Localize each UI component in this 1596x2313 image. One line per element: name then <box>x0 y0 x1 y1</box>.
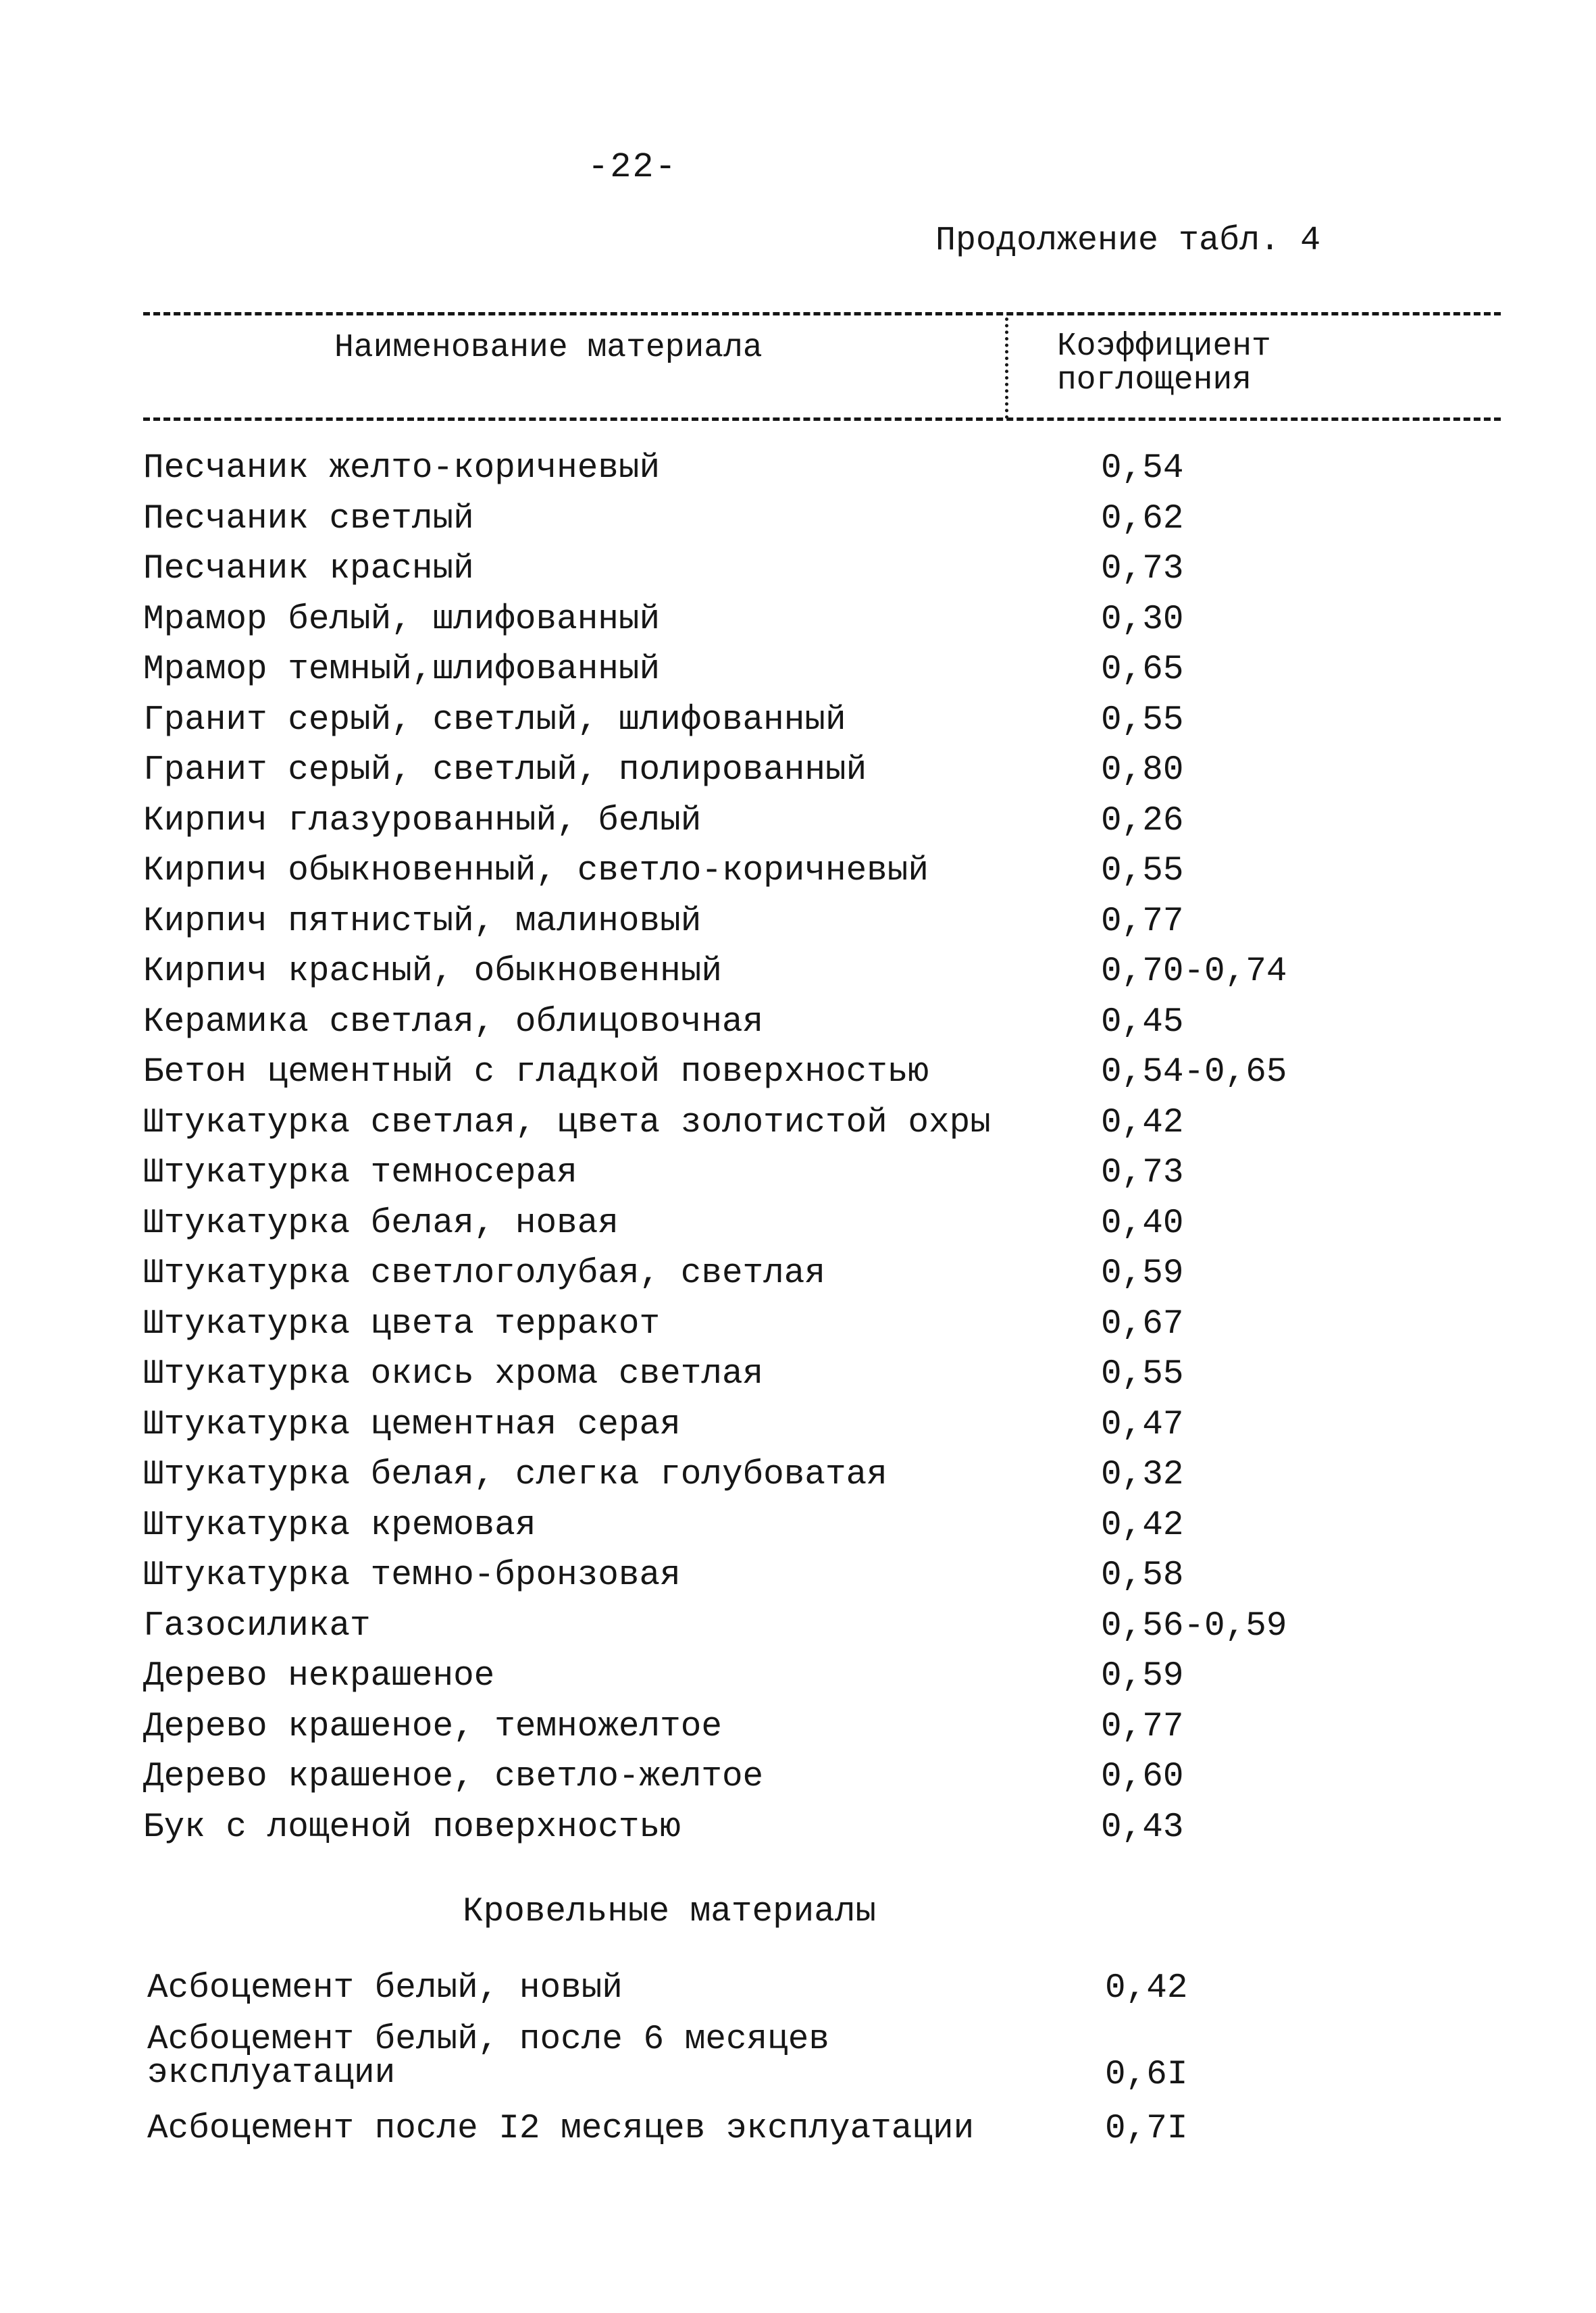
absorption-coefficient: 0,32 <box>1101 1456 1184 1494</box>
absorption-coefficient: 0,73 <box>1101 1154 1184 1192</box>
table-row <box>143 998 1460 1048</box>
table-row <box>143 947 1460 998</box>
material-name: Кирпич пятнистый, малиновый <box>143 902 702 941</box>
absorption-coefficient: 0,60 <box>1101 1758 1184 1796</box>
material-name: Песчаник светлый <box>143 499 474 538</box>
roofing-material-name <box>147 2103 974 2156</box>
table-row <box>143 444 1460 494</box>
table-row <box>143 897 1460 948</box>
table-continuation-label: Продолжение табл. 4 <box>935 222 1321 260</box>
material-name: Кирпич глазурованный, белый <box>143 801 702 840</box>
roofing-material-name <box>147 2020 829 2093</box>
absorption-coefficient: 0,70-0,74 <box>1101 952 1287 991</box>
roofing-material-name-line1: Асбоцемент после I2 месяцев эксплуатации <box>147 2110 975 2148</box>
material-name: Дерево крашеное, светло-желтое <box>143 1758 764 1796</box>
absorption-coefficient: 0,54 <box>1101 449 1184 488</box>
material-name: Штукатурка светлоголубая, светлая <box>143 1254 825 1293</box>
table-row <box>143 1400 1460 1451</box>
absorption-coefficient: 0,30 <box>1101 600 1184 639</box>
absorption-coefficient: 0,43 <box>1101 1808 1184 1847</box>
material-name: Песчаник красный <box>143 550 474 588</box>
absorption-coefficient: 0,55 <box>1101 1355 1184 1394</box>
roofing-section-title: Кровельные материалы <box>463 1893 877 1931</box>
table-row <box>143 1350 1460 1400</box>
table-row <box>143 1249 1460 1300</box>
table-row <box>143 1602 1460 1652</box>
table-row <box>143 846 1460 897</box>
material-name: Штукатурка темно-бронзовая <box>143 1556 681 1595</box>
absorption-coefficient: 0,55 <box>1101 701 1184 740</box>
header-name-column: Наименование материала <box>334 330 763 366</box>
table-row <box>143 1702 1460 1753</box>
absorption-coefficient: 0,56-0,59 <box>1101 1606 1287 1646</box>
absorption-coefficient: 0,42 <box>1101 1506 1184 1545</box>
material-name: Керамика светлая, облицовочная <box>143 1002 764 1042</box>
material-name: Кирпич обыкновенный, светло-коричневый <box>143 852 929 890</box>
table-row <box>143 645 1460 696</box>
header-bottom-rule <box>143 417 1501 421</box>
roofing-material-name <box>147 1962 623 2015</box>
material-name: Гранит серый, светлый, шлифованный <box>143 701 846 740</box>
table-row <box>143 746 1460 796</box>
material-name: Дерево некрашеное <box>143 1657 495 1696</box>
table-row <box>143 796 1460 847</box>
table-row <box>147 2103 1464 2156</box>
material-name: Штукатурка темносерая <box>143 1154 577 1192</box>
material-name: Штукатурка белая, слегка голубоватая <box>143 1456 887 1494</box>
material-name: Газосиликат <box>143 1606 371 1646</box>
table-row <box>143 494 1460 545</box>
header-coefficient-column <box>1057 330 1271 397</box>
table-row <box>143 1199 1460 1250</box>
roofing-table <box>147 1962 1464 2156</box>
material-name: Штукатурка светлая, цвета золотистой охры <box>143 1103 991 1142</box>
absorption-coefficient: 0,58 <box>1101 1556 1184 1595</box>
absorption-coefficient: 0,40 <box>1101 1204 1184 1243</box>
material-name: Штукатурка кремовая <box>143 1506 536 1545</box>
table-row <box>143 1098 1460 1149</box>
table-row <box>143 544 1460 595</box>
table-row <box>143 1501 1460 1552</box>
absorption-coefficient: 0,42 <box>1101 1103 1184 1142</box>
table-row <box>143 1450 1460 1501</box>
header-coefficient-line2: поглощения <box>1057 362 1252 399</box>
table-row <box>143 1752 1460 1803</box>
material-name: Бук с лощеной поверхностью <box>143 1808 681 1847</box>
absorption-coefficient: 0,45 <box>1101 1002 1184 1042</box>
material-name: Гранит серый, светлый, полированный <box>143 751 867 790</box>
roofing-material-name-line1: Асбоцемент белый, после 6 месяцев <box>147 2020 829 2059</box>
absorption-coefficient: 0,26 <box>1101 801 1184 840</box>
table-row <box>147 2015 1464 2103</box>
page-number: -22- <box>588 147 677 187</box>
absorption-coefficient: 0,6I <box>1105 2056 1188 2094</box>
absorption-coefficient: 0,59 <box>1101 1657 1184 1696</box>
material-name: Штукатурка цементная серая <box>143 1405 681 1444</box>
table-row <box>147 1962 1464 2015</box>
absorption-coefficient: 0,77 <box>1101 902 1184 941</box>
material-name: Штукатурка белая, новая <box>143 1204 619 1243</box>
table-row <box>143 1148 1460 1199</box>
header-column-separator <box>1005 317 1008 419</box>
absorption-coefficient: 0,65 <box>1101 651 1184 689</box>
absorption-coefficient: 0,73 <box>1101 550 1184 588</box>
material-name: Штукатурка цвета терракот <box>143 1304 661 1344</box>
material-name: Кирпич красный, обыкновенный <box>143 952 722 991</box>
table-row <box>143 1048 1460 1098</box>
material-name: Штукатурка окись хрома светлая <box>143 1355 764 1394</box>
table-row <box>143 595 1460 646</box>
roofing-material-name-line1: Асбоцемент белый, новый <box>147 1969 623 2008</box>
absorption-coefficient: 0,62 <box>1101 499 1184 538</box>
material-name: Бетон цементный с гладкой поверхностью <box>143 1053 929 1092</box>
header-coefficient-line1: Коэффициент <box>1057 328 1271 365</box>
material-name: Мрамор белый, шлифованный <box>143 600 661 639</box>
table-row <box>143 1652 1460 1702</box>
material-name: Дерево крашеное, темножелтое <box>143 1707 722 1746</box>
absorption-coefficient: 0,54-0,65 <box>1101 1053 1287 1092</box>
materials-table <box>143 444 1460 1853</box>
absorption-coefficient: 0,7I <box>1105 2110 1188 2148</box>
absorption-coefficient: 0,77 <box>1101 1707 1184 1746</box>
absorption-coefficient: 0,67 <box>1101 1304 1184 1344</box>
absorption-coefficient: 0,55 <box>1101 852 1184 890</box>
absorption-coefficient: 0,42 <box>1105 1969 1188 2008</box>
roofing-material-name-line2: эксплуатации <box>147 2054 396 2093</box>
table-row <box>143 696 1460 746</box>
absorption-coefficient: 0,80 <box>1101 751 1184 790</box>
absorption-coefficient: 0,59 <box>1101 1254 1184 1293</box>
table-row <box>143 1551 1460 1602</box>
header-top-rule <box>143 312 1501 315</box>
table-row <box>143 1300 1460 1350</box>
material-name: Песчаник желто-коричневый <box>143 449 661 488</box>
material-name: Мрамор темный,шлифованный <box>143 651 661 689</box>
table-row <box>143 1803 1460 1854</box>
absorption-coefficient: 0,47 <box>1101 1405 1184 1444</box>
